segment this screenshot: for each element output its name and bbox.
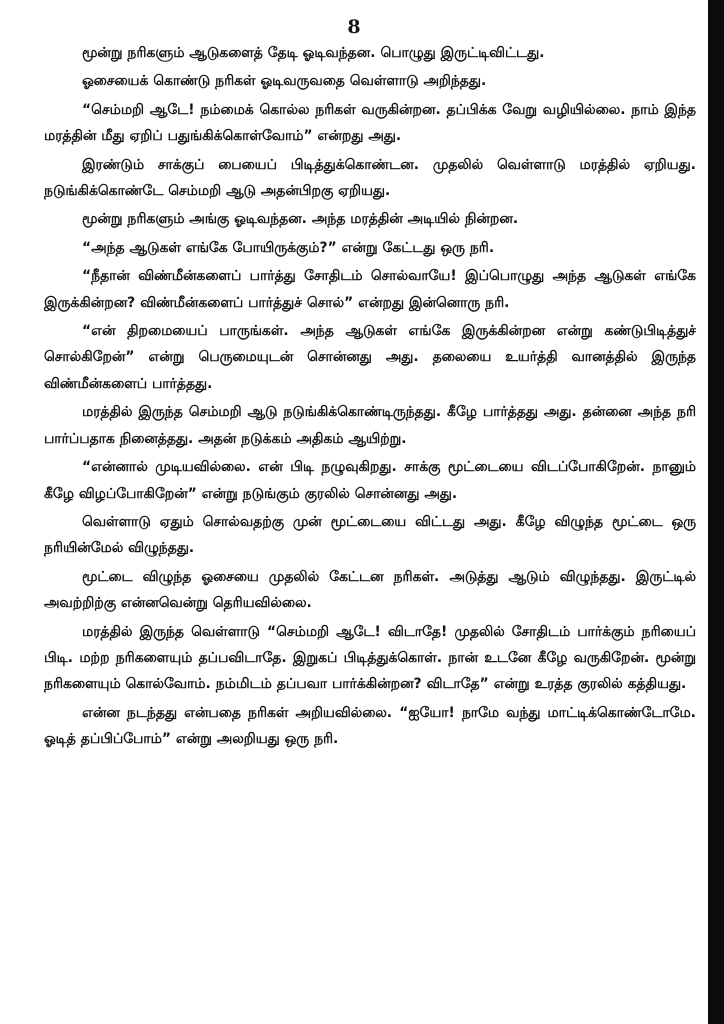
paragraph: இரண்டும் சாக்குப் பையைப் பிடித்துக்கொண்டன. முதலில் வெள்ளாடு மரத்தில் ஏறியது. நடுங்கிக்கொண்டே செம்மறி ஆடு அதன்பிறகு ஏறியது. — [44, 156, 696, 200]
paragraph: மரத்தில் இருந்த வெள்ளாடு “செம்மறி ஆடே! விடாதே! முதலில் சோதிடம் பார்க்கும் நரியைப் பிடி. மற்ற நரிகளையும் தப்பவிடாதே. இறுகப் பிடித்துக்கொள். நான் உடனே கீழே வருகிறேன். மூன்று நரிகளையும் கொல்வோம். நம்மிடம் தப்பவா பார்க்கின்றன? விடாதே” என்று உரத்த குரலில் கத்தியது. — [44, 623, 696, 693]
paragraph: ஓசையைக் கொண்டு நரிகள் ஓடிவருவதை வெள்ளாடு அறிந்தது. — [82, 73, 487, 90]
paragraph: மரத்தில் இருந்த செம்மறி ஆடு நடுங்கிக்கொண்டிருந்தது. கீழே பார்த்தது அது. தன்னை அந்த நரி பார்ப்பதாக நினைத்தது. அதன் நடுக்கம் அதிகம் ஆயிற்று. — [44, 404, 696, 447]
paragraph: மூட்டை விழுந்த ஓசையை முதலில் கேட்டன நரிகள். அடுத்து ஆடும் விழுந்தது. இருட்டில் அவற்றிற்கு என்னவென்று தெரியவில்லை. — [44, 568, 696, 612]
paragraph: என்ன நடந்தது என்பதை நரிகள் அறியவில்லை. “ஐயோ! நாமே வந்து மாட்டிக்கொண்டோமே. ஓடித் தப்பிப்போம்” என்று அலறியது ஒரு நரி. — [44, 704, 696, 748]
page-edge-shadow — [708, 0, 724, 1024]
paragraph: “என் திறமையைப் பாருங்கள். அந்த ஆடுகள் எங்கே இருக்கின்றன என்று கண்டுபிடித்துச் சொல்கிறேன்” என்று பெருமையுடன் சொன்னது அது. தலையை உயர்த்தி வானத்தில் இருந்த விண்மீன்களைப் பார்த்தது. — [44, 323, 696, 392]
paragraph: “செம்மறி ஆடே! நம்மைக் கொல்ல நரிகள் வருகின்றன. தப்பிக்க வேறு வழியில்லை. நாம் இந்த மரத்தின் மீது ஏறிப் பதுங்கிக்கொள்வோம்” என்றது அது. — [44, 101, 696, 145]
paragraph: “அந்த ஆடுகள் எங்கே போயிருக்கும்?” என்று கேட்டது ஒரு நரி. — [82, 239, 495, 256]
paragraph: “நீதான் விண்மீன்களைப் பார்த்து சோதிடம் சொல்வாயே! இப்பொழுது அந்த ஆடுகள் எங்கே இருக்கின்றன? விண்மீன்களைப் பார்த்துச் சொல்” என்றது இன்னொரு நரி. — [44, 268, 696, 311]
paragraph: “என்னால் முடியவில்லை. என் பிடி நழுவுகிறது. சாக்கு மூட்டையை விடப்போகிறேன். நானும் கீழே விழப்போகிறேன்” என்று நடுங்கும் குரலில் சொன்னது அது. — [44, 459, 696, 502]
story-text — [44, 40, 696, 755]
paragraph: வெள்ளாடு ஏதும் சொல்வதற்கு முன் மூட்டையை விட்டது அது. கீழே விழுந்த மூட்டை ஒரு நரியின்மேல் விழுந்தது. — [44, 513, 696, 557]
paragraph: மூன்று நரிகளும் ஆடுகளைத் தேடி ஓடிவந்தன. பொழுது இருட்டிவிட்டது. — [82, 45, 545, 61]
page-number: 8 — [347, 16, 361, 38]
paragraph: மூன்று நரிகளும் அங்கு ஓடிவந்தன. அந்த மரத்தின் அடியில் நின்றன. — [82, 211, 519, 228]
